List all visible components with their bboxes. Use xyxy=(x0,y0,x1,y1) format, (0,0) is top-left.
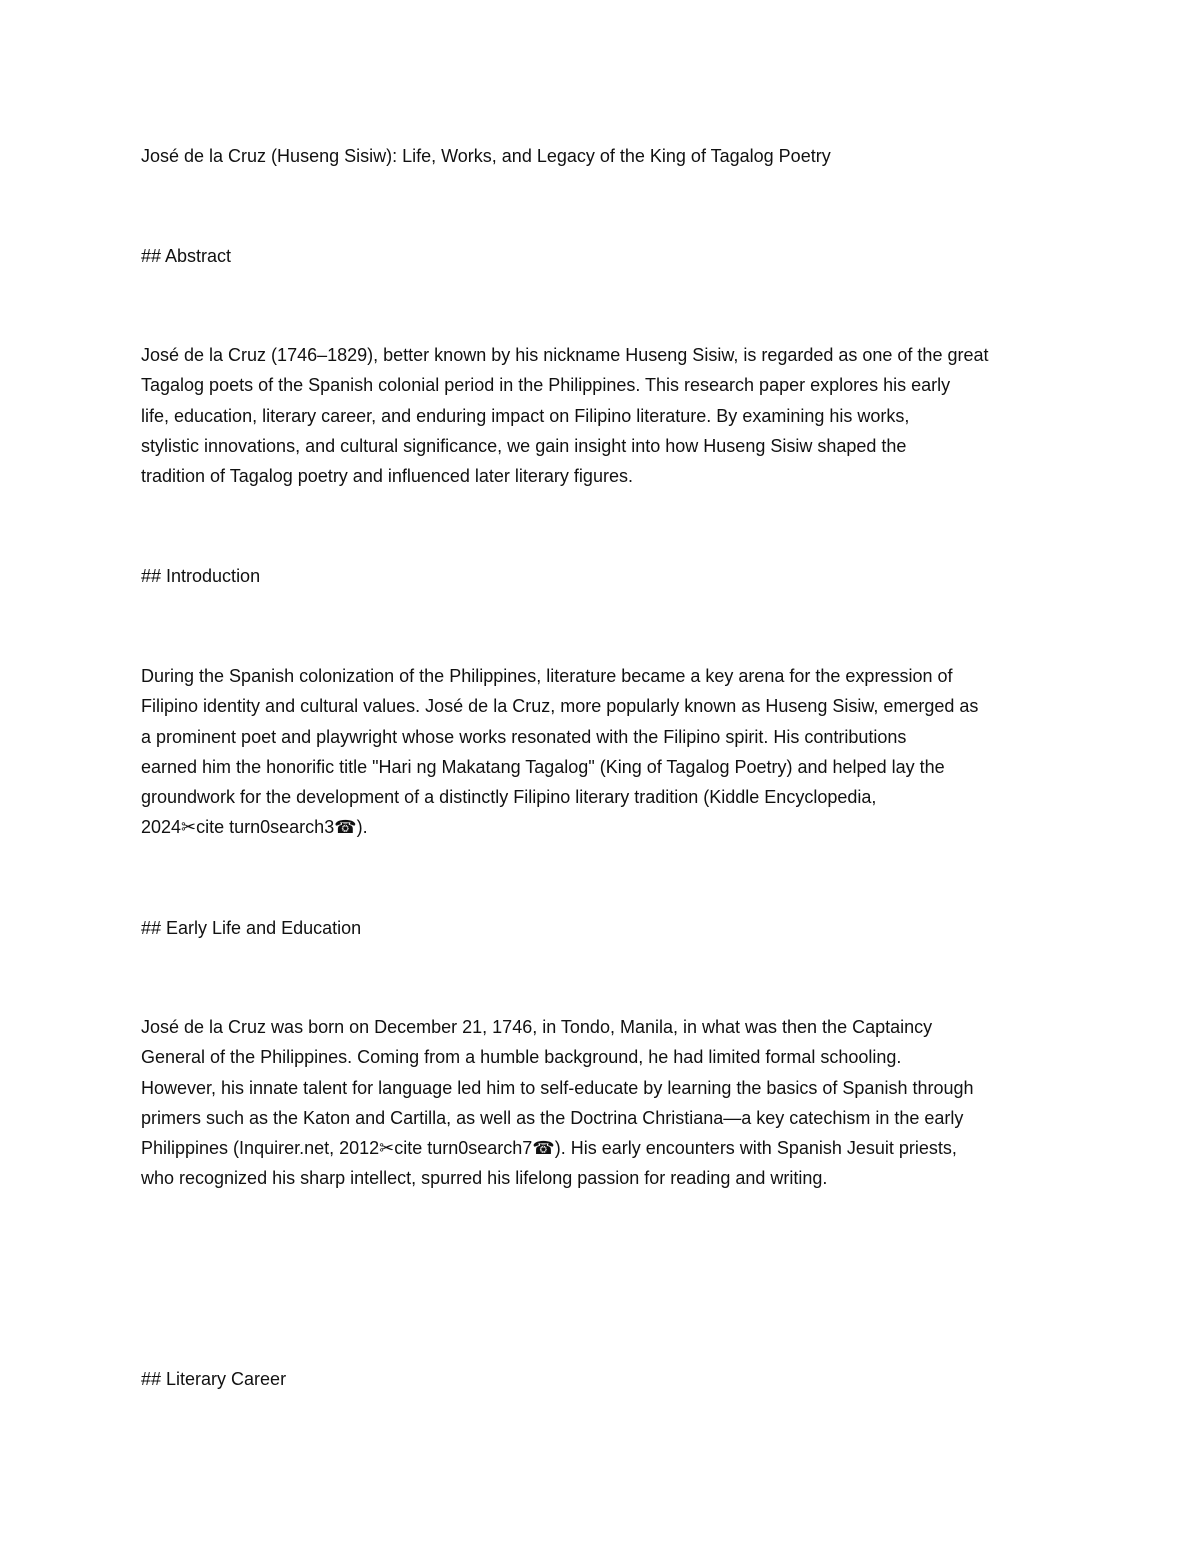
paragraph-line: primers such as the Katon and Cartilla, as well as the Doctrina Christiana—a key catechism in the early xyxy=(141,1107,964,1128)
paragraph-line: a prominent poet and playwright whose works resonated with the Filipino spirit. His contributions xyxy=(141,726,907,747)
paragraph-line: earned him the honorific title "Hari ng Makatang Tagalog" (King of Tagalog Poetry) and helped lay the xyxy=(141,756,945,777)
paragraph-line: During the Spanish colonization of the Philippines, literature became a key arena for the expression of xyxy=(141,666,953,686)
paragraph-line: José de la Cruz was born on December 21, 1746, in Tondo, Manila, in what was then the Captaincy xyxy=(141,1017,933,1037)
section-heading-early-life: ## Early Life and Education xyxy=(141,918,362,938)
abstract-paragraph xyxy=(141,340,1071,491)
introduction-paragraph xyxy=(141,661,1071,843)
paragraph-line: tradition of Tagalog poetry and influenced later literary figures. xyxy=(141,466,633,487)
paragraph-line: Filipino identity and cultural values. José de la Cruz, more popularly known as Huseng Sisiw, emerged as xyxy=(141,696,979,717)
paragraph-line: Tagalog poets of the Spanish colonial period in the Philippines. This research paper explores his early xyxy=(141,375,951,396)
paragraph-line: groundwork for the development of a distinctly Filipino literary tradition (Kiddle Encyclopedia, xyxy=(141,787,877,808)
early-life-paragraph xyxy=(141,1012,1071,1194)
paragraph-line: General of the Philippines. Coming from a humble background, he had limited formal schooling. xyxy=(141,1047,902,1068)
paragraph-line: José de la Cruz (1746–1829), better known by his nickname Huseng Sisiw, is regarded as one of the great xyxy=(141,345,989,365)
section-heading-literary-career: ## Literary Career xyxy=(141,1369,287,1389)
section-heading-abstract: ## Abstract xyxy=(141,246,232,266)
section-heading-introduction: ## Introduction xyxy=(141,566,261,586)
paragraph-line: 2024✂cite turn0search3☎). xyxy=(141,817,368,838)
document-title: José de la Cruz (Huseng Sisiw): Life, Works, and Legacy of the King of Tagalog Poetry xyxy=(141,146,831,166)
paragraph-line: life, education, literary career, and enduring impact on Filipino literature. By examining his works, xyxy=(141,405,910,426)
paragraph-line: stylistic innovations, and cultural significance, we gain insight into how Huseng Sisiw shaped the xyxy=(141,435,907,456)
paragraph-line: Philippines (Inquirer.net, 2012✂cite turn0search7☎). His early encounters with Spanish Jesuit priests, xyxy=(141,1138,957,1159)
paragraph-line: who recognized his sharp intellect, spurred his lifelong passion for reading and writing. xyxy=(141,1168,828,1189)
paragraph-line: However, his innate talent for language led him to self-educate by learning the basics of Spanish through xyxy=(141,1077,974,1098)
